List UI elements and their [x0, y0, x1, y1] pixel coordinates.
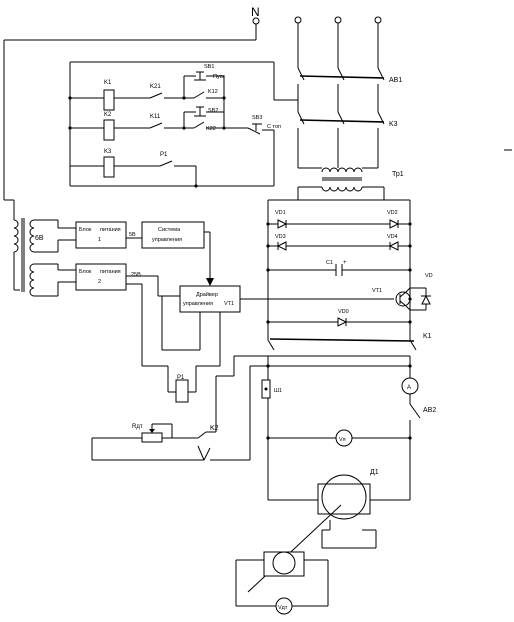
psu1-line-a: Блок — [79, 227, 92, 233]
diode-vd0 — [268, 309, 410, 326]
junction-dots — [68, 96, 225, 187]
ctrl-line-a: Система — [158, 227, 181, 233]
left-bus — [4, 40, 14, 220]
sh1-label: Ш1 — [274, 388, 283, 394]
contactor-k3 — [298, 112, 398, 168]
relay-p1 — [168, 366, 196, 402]
breaker-ab2 — [410, 404, 436, 500]
p1-contact-label: P1 — [160, 152, 168, 158]
vd4-label: VD4 — [387, 234, 398, 240]
tr1-label: Тр1 — [392, 171, 404, 178]
k12-label: K12 — [208, 89, 218, 95]
three-phase-input — [295, 17, 381, 68]
k21-label: K21 — [150, 84, 161, 90]
power-junctions — [266, 222, 411, 439]
diode-vd3 — [278, 242, 286, 250]
coil-k1-label: K1 — [104, 80, 112, 86]
transformer-tr1 — [298, 168, 404, 200]
drv-line-c: VT1 — [224, 301, 235, 307]
contact-k2 — [198, 356, 250, 460]
psu1-line-b: питания — [100, 227, 121, 233]
rdt-label: Rдт — [132, 424, 143, 430]
coil-k1 — [104, 90, 114, 110]
potentiometer-rdt — [92, 424, 204, 460]
ctrl-line-b: управления — [152, 237, 182, 243]
c1-label: C1 — [326, 260, 334, 266]
transistor-vt1 — [372, 273, 433, 310]
coil-k2-label: K2 — [104, 112, 112, 118]
aux-transformer — [14, 218, 76, 296]
vt1-label: VT1 — [372, 288, 383, 294]
breaker-ab1 — [298, 68, 402, 112]
ab1-label: AB1 — [389, 77, 403, 84]
sb3-label: SB3 — [252, 115, 263, 121]
coil-k2 — [104, 120, 114, 140]
vd2-label: VD2 — [387, 210, 398, 216]
vya-label: Vя — [339, 437, 346, 443]
power-supply-2 — [76, 264, 180, 366]
tachogenerator — [236, 552, 328, 614]
v6-label: 6В — [35, 235, 44, 242]
psu2-line-b: питания — [100, 269, 121, 275]
sb1-label: SB1 — [204, 64, 215, 70]
vd-label: VD — [425, 273, 433, 279]
voltmeter-armature — [268, 430, 410, 446]
psu2-line-a: Блок — [79, 269, 92, 275]
coil-k3 — [104, 157, 114, 177]
drv-line-b: управления — [183, 301, 213, 307]
v5-label: 5В — [129, 232, 136, 238]
k1-contact-label: K1 — [423, 333, 432, 340]
d1-label: Д1 — [370, 469, 379, 476]
shunt-sh1 — [250, 366, 410, 456]
neutral-terminal — [4, 5, 260, 40]
k3-contact-label: K3 — [389, 121, 398, 128]
stop-label: С топ — [267, 124, 281, 130]
power-supply-1 — [76, 222, 142, 248]
k22-label: K22 — [206, 126, 216, 132]
sb2-label: SB2 — [208, 108, 219, 114]
relay-p1-label: P1 — [177, 375, 185, 381]
v25-label: 25В — [131, 272, 141, 278]
vdt-label: Vдт — [278, 605, 288, 611]
diode-vd2 — [390, 220, 398, 228]
ab2-label: AB2 — [423, 407, 437, 414]
capacitor-c1 — [268, 260, 410, 276]
coil-k3-label: K3 — [104, 149, 112, 155]
vd3-label: VD3 — [275, 234, 286, 240]
vd1-label: VD1 — [275, 210, 286, 216]
diode-vd1 — [278, 220, 286, 228]
ammeter-label: A — [407, 385, 412, 391]
diode-vd4 — [390, 242, 398, 250]
k2-contact-label: K2 — [210, 425, 219, 432]
vd0-label: VD0 — [338, 309, 349, 315]
contactor-k1 — [234, 333, 432, 500]
psu2-line-c: 2 — [98, 279, 102, 285]
drv-line-a: Драйвер — [196, 292, 218, 298]
control-circuit — [70, 62, 298, 186]
driver-vt1 — [162, 286, 394, 366]
ammeter — [402, 378, 418, 404]
c1-plus: + — [343, 260, 347, 266]
k11-label: K11 — [150, 114, 161, 120]
neutral-label: N — [251, 5, 260, 19]
pusk-label: Пуск — [213, 74, 225, 80]
psu1-line-c: 1 — [98, 237, 102, 243]
